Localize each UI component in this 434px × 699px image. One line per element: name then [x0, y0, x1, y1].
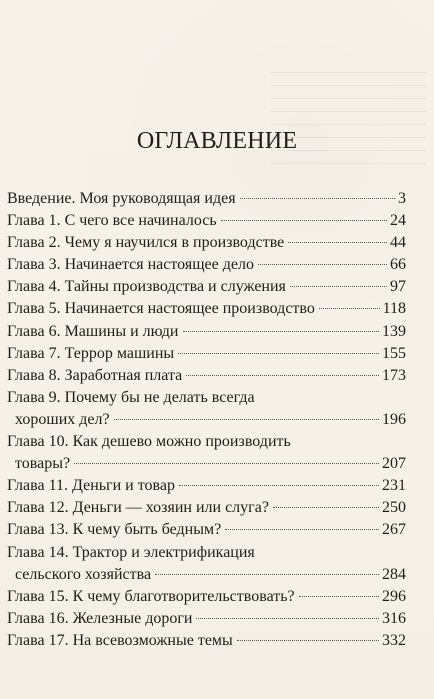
toc-entry-chapter-15 [7, 586, 406, 608]
entry-title: Глава 11. Деньги и товар [7, 477, 175, 495]
dot-leader [237, 640, 379, 641]
page-number: 196 [382, 410, 406, 428]
toc-line [7, 387, 406, 409]
table-of-contents [7, 188, 406, 652]
dot-leader [273, 507, 379, 508]
page-number: 250 [382, 499, 406, 517]
dot-leader [114, 419, 379, 420]
toc-line [7, 608, 406, 630]
toc-entry-chapter-7 [7, 343, 406, 365]
page-number: 139 [382, 322, 406, 340]
toc-line [7, 321, 406, 343]
toc-entry-chapter-11 [7, 475, 406, 497]
entry-title: Глава 15. К чему благотворительствовать? [7, 587, 295, 605]
dot-leader [196, 618, 379, 619]
entry-title: Глава 8. Заработная плата [7, 366, 183, 384]
toc-line [7, 630, 406, 652]
entry-title: Глава 14. Трактор и электрификация [7, 543, 255, 561]
page-number: 24 [390, 212, 406, 230]
entry-title: Глава 6. Машины и люди [7, 322, 179, 340]
toc-line [7, 542, 406, 564]
entry-title: Глава 13. К чему быть бедным? [7, 521, 222, 539]
entry-title: Введение. Моя руководящая идея [7, 190, 236, 207]
dot-leader [240, 198, 395, 199]
entry-title: Глава 5. Начинается настоящее производство [7, 300, 315, 318]
toc-entry-chapter-6 [7, 321, 406, 343]
page-number: 44 [390, 234, 406, 252]
page-number: 332 [382, 631, 406, 649]
dot-leader [178, 353, 379, 354]
page-number: 316 [382, 609, 406, 627]
toc-line [7, 343, 406, 365]
toc-line [7, 232, 406, 254]
toc-entry-introduction [7, 188, 406, 210]
page-number: 66 [390, 256, 406, 274]
toc-entry-chapter-16 [7, 608, 406, 630]
entry-title-continuation: товары? [15, 455, 71, 473]
page-title: ОГЛАВЛЕНИЕ [136, 128, 298, 154]
page-number: 296 [382, 587, 406, 605]
dot-leader [319, 308, 380, 309]
page-number: 3 [398, 190, 406, 207]
page-number: 207 [382, 455, 406, 473]
entry-title: Глава 3. Начинается настоящее дело [7, 256, 254, 274]
dot-leader [155, 574, 379, 575]
toc-line-continuation [15, 453, 406, 475]
show-through-line [271, 85, 426, 86]
entry-title-continuation: сельского хозяйства [15, 565, 152, 583]
toc-line [7, 519, 406, 541]
toc-line [7, 497, 406, 519]
entry-title: Глава 9. Почему бы не делать всегда [7, 388, 255, 406]
show-through-line [271, 111, 426, 112]
dot-leader [290, 286, 387, 287]
page-number: 231 [382, 477, 406, 495]
toc-entry-chapter-12 [7, 497, 406, 519]
entry-title: Глава 7. Террор машины [7, 344, 175, 362]
toc-entry-chapter-13 [7, 519, 406, 541]
toc-entry-chapter-9 [7, 387, 406, 431]
page-number: 284 [382, 565, 406, 583]
entry-title: Глава 16. Железные дороги [7, 609, 193, 627]
dot-leader [221, 220, 387, 221]
show-through-line [271, 163, 426, 164]
dot-leader [186, 375, 379, 376]
dot-leader [299, 596, 379, 597]
toc-line [7, 276, 406, 298]
show-through-line [271, 98, 426, 99]
toc-entry-chapter-3 [7, 254, 406, 276]
page-number: 118 [382, 300, 406, 318]
toc-line [7, 586, 406, 608]
entry-title: Глава 12. Деньги — хозяин или слуга? [7, 499, 269, 517]
entry-title: Глава 17. На всевозможные темы [7, 631, 233, 649]
toc-entry-chapter-4 [7, 276, 406, 298]
dot-leader [74, 463, 379, 464]
entry-title: Глава 10. Как дешево можно производить [7, 433, 291, 451]
toc-line [7, 298, 406, 320]
dot-leader [258, 264, 387, 265]
entry-title: Глава 4. Тайны производства и служения [7, 278, 286, 296]
toc-entry-chapter-1 [7, 210, 406, 232]
toc-line [7, 475, 406, 497]
toc-line [7, 365, 406, 387]
toc-entry-chapter-14 [7, 542, 406, 586]
toc-line-continuation [15, 409, 406, 431]
toc-entry-chapter-10 [7, 431, 406, 475]
toc-line [7, 210, 406, 232]
dot-leader [288, 242, 387, 243]
toc-entry-chapter-5 [7, 298, 406, 320]
toc-entry-chapter-2 [7, 232, 406, 254]
show-through-line [271, 72, 426, 73]
show-through-line [271, 124, 426, 125]
page-number: 155 [382, 344, 406, 362]
page-number: 97 [390, 278, 406, 296]
page-number: 173 [382, 366, 406, 384]
entry-title: Глава 1. С чего все начиналось [7, 212, 217, 230]
toc-line [7, 254, 406, 276]
entry-title-continuation: хороших дел? [15, 410, 110, 428]
toc-line [7, 431, 406, 453]
toc-entry-chapter-17 [7, 630, 406, 652]
toc-line-continuation [15, 564, 406, 586]
page-number: 267 [382, 521, 406, 539]
dot-leader [225, 529, 379, 530]
toc-line [7, 188, 406, 210]
entry-title: Глава 2. Чему я научился в производстве [7, 234, 285, 252]
dot-leader [179, 485, 379, 486]
toc-entry-chapter-8 [7, 365, 406, 387]
dot-leader [183, 331, 380, 332]
